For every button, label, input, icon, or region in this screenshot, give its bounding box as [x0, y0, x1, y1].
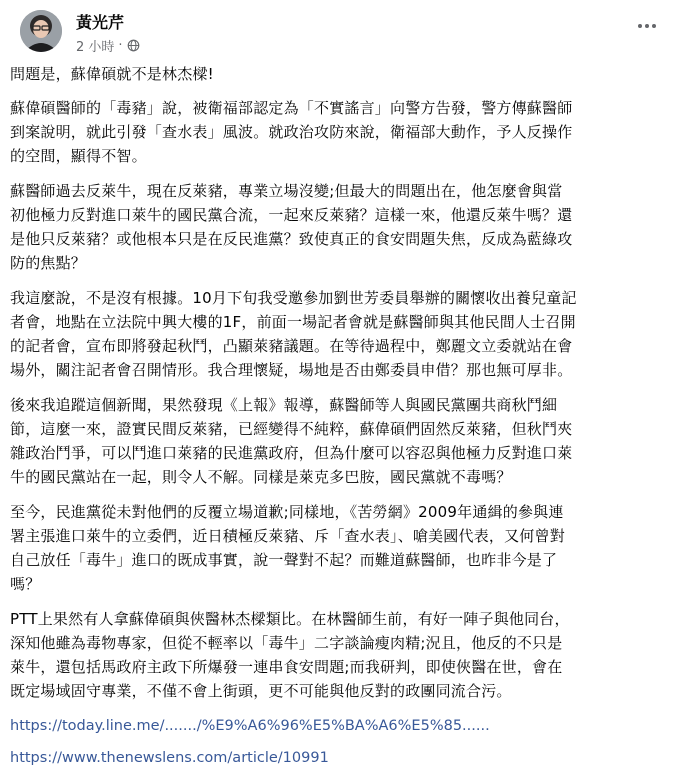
post-paragraph: 問題是，蘇偉碩就不是林杰樑!	[10, 65, 214, 83]
avatar-image	[20, 10, 62, 52]
post-header	[10, 0, 675, 62]
post-paragraph: 至今，民進黨從未對他們的反覆立場道歉;同樣地，《苦勞網》2009年通緝的參與連 署主張進口萊牛的立委們，近日積極反萊豬、斥「查水表」、嗆美國代表，又何曾對 自己放任「毒牛」進口的既成事實，說一聲對不起？而難道蘇醫師，也昨非今是了 嗎？	[10, 503, 565, 593]
post-meta	[76, 36, 140, 55]
post-paragraph: PTT上果然有人拿蘇偉碩與俠醫林杰樑類比。在林醫師生前，有好一陣子與他同台， 深知他雖為毒物專家，但從不輕率以「毒牛」二字談論瘦肉精;況且，他反的不只是 萊牛，還包括馬政府主政下所爆發一連串食安問題;而我研判，即使俠醫在世，會在 既定場域固守專業，不僅不會上街頭，更不可能與他反對的政團同流合污。	[10, 610, 570, 700]
meta-separator: ·	[118, 38, 123, 53]
more-options-icon[interactable]	[633, 16, 661, 36]
post-paragraph: 蘇偉碩醫師的「毒豬」說，被衛福部認定為「不實謠言」向警方告發，警方傳蘇醫師 到案說明，就此引發「查水表」風波。就政治攻防來說，衛福部大動作，予人反操作 的空間，顯得不智。	[10, 99, 573, 165]
post-paragraph: 蘇醫師過去反萊牛，現在反萊豬，專業立場沒變;但最大的問題出在，他怎麼會與當 初他極力反對進口萊牛的國民黨合流，一起來反萊豬？這樣一來，他還反萊牛嗎？還 是他只反萊豬？或他根本只是在反民進黨？致使真正的食安問題失焦，反成為藍綠攻 防的焦點？	[10, 182, 573, 272]
post-paragraph: 後來我追蹤這個新聞，果然發現《上報》報導，蘇醫師等人與國民黨團共商秋鬥細 節，這麼一來，證實民間反萊豬，已經變得不純粹，蘇偉碩們固然反萊豬，但秋鬥夾 雜政治鬥爭，可以鬥進口萊豬的民進黨政府，但為什麼可以容忍與他極力反對進口萊 牛的國民黨站在一起，則令人不解。同樣是萊克多巴胺，國民黨就不毒嗎？	[10, 396, 573, 486]
globe-icon	[127, 39, 140, 52]
post-body	[10, 62, 675, 770]
post-paragraph: 我這麼說，不是沒有根據。10月下旬我受邀參加劉世芳委員舉辦的關懷收出養兒童記 者會，地點在立法院中興大樓的1F，前面一場記者會就是蘇醫師與其他民間人士召開 的記者會，宣布即將發起秋鬥，凸顯萊豬議題。在等待過程中，鄭麗文立委就站在會 場外，關注記者會召開情形。我合理懷疑，場地是否由鄭委員申借？那也無可厚非。	[10, 289, 577, 379]
author-name[interactable]: 黃光芹	[76, 13, 125, 32]
avatar[interactable]	[20, 10, 62, 52]
post-link[interactable]: https://today.line.me/......./%E9%A6%96%E5%BA%A6%E5%85......	[10, 718, 490, 734]
post-link[interactable]: https://www.thenewslens.com/article/10991	[10, 750, 329, 766]
post-time[interactable]: 2 小時	[76, 40, 115, 55]
